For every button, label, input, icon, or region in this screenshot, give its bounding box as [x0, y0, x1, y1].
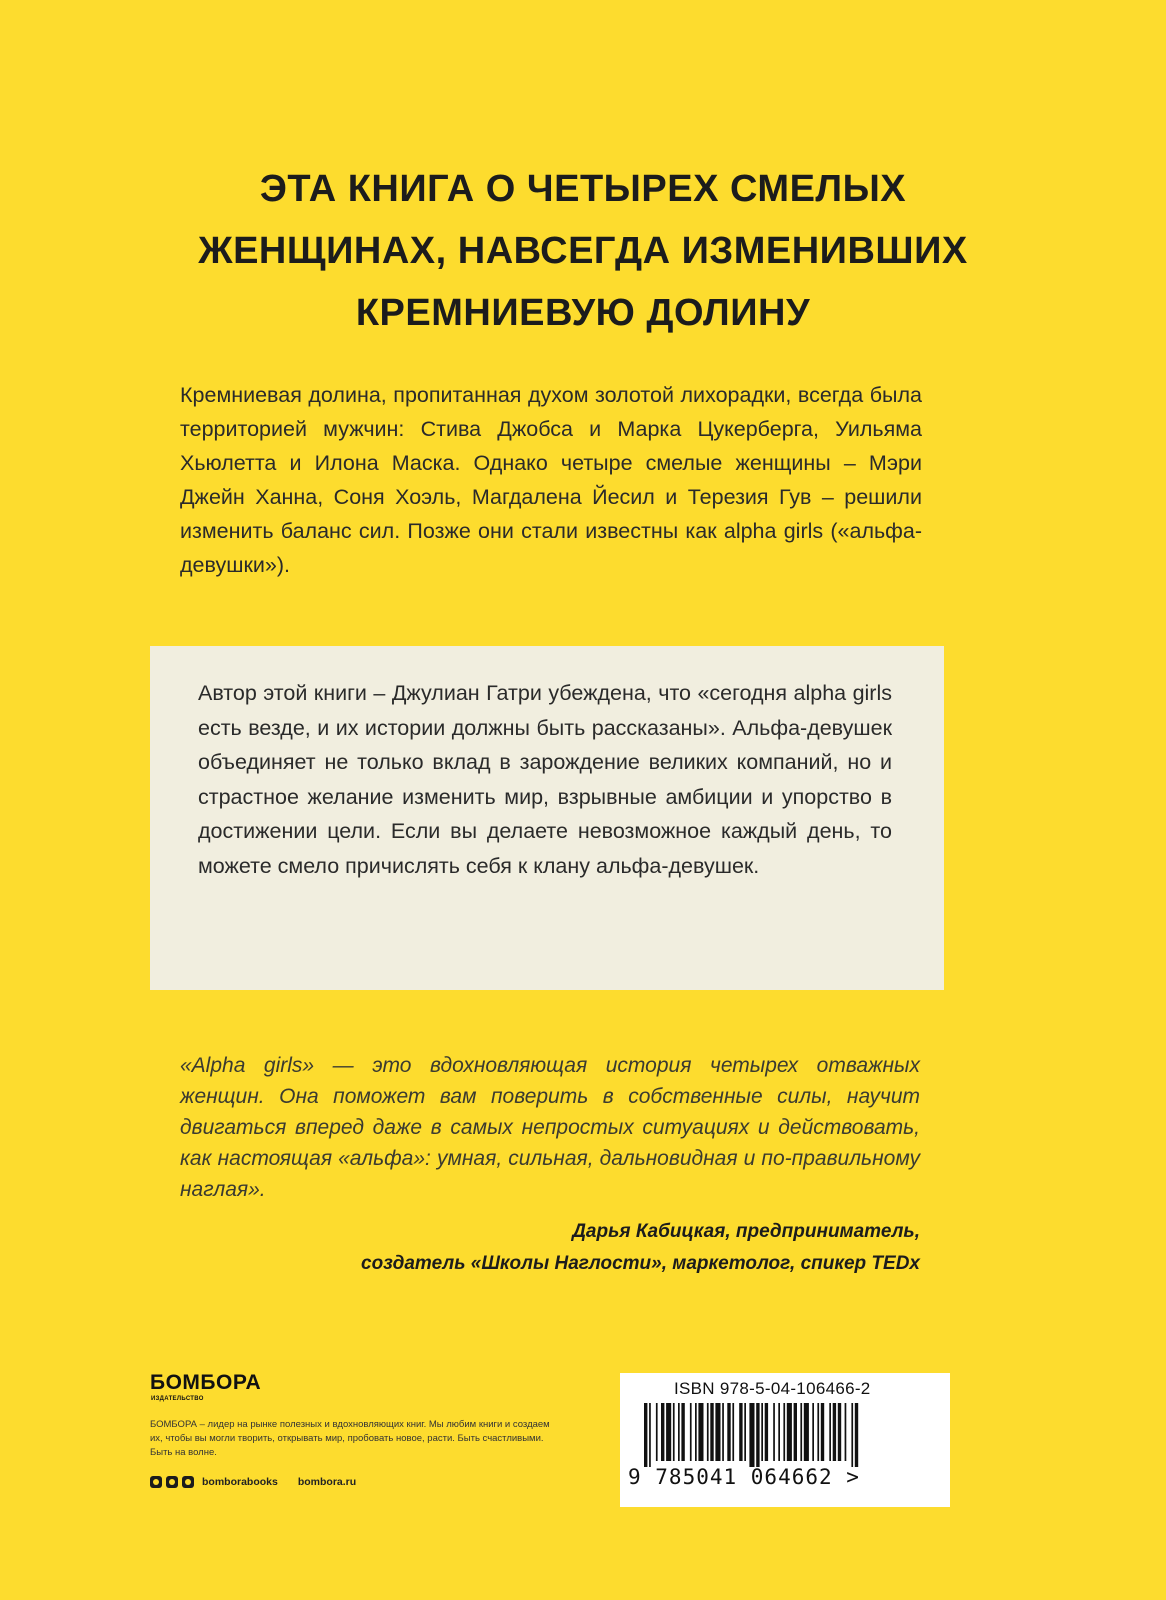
- barcode-bar: [821, 1403, 824, 1461]
- barcode-bar: [744, 1403, 746, 1461]
- website-link: bombora.ru: [297, 1476, 357, 1488]
- barcode-bar: [644, 1403, 647, 1467]
- barcode-box: [620, 1373, 950, 1507]
- facebook-icon: [150, 1476, 162, 1488]
- headline-line: КРЕМНИЕВУЮ ДОЛИНУ: [355, 292, 811, 334]
- barcode-bar: [666, 1403, 671, 1461]
- headline: [90, 158, 1076, 344]
- barcode-bar: [698, 1403, 703, 1461]
- barcode-bar: [739, 1403, 742, 1461]
- barcode-bar: [787, 1403, 792, 1461]
- headline-line: ЭТА КНИГА О ЧЕТЫРЕХ СМЕЛЫХ: [259, 168, 907, 210]
- barcode-bar: [783, 1403, 785, 1461]
- barcode-bar: [749, 1403, 754, 1467]
- barcode-bar: [851, 1403, 853, 1467]
- quote-attribution: [180, 1216, 920, 1280]
- publisher-logo: БОМБОРА: [150, 1371, 262, 1394]
- social-links: [150, 1475, 356, 1489]
- barcode-bar: [722, 1403, 724, 1461]
- barcode-bar: [678, 1403, 680, 1461]
- barcode-bar: [838, 1403, 841, 1461]
- publisher-subtitle: ИЗДАТЕЛЬСТВО: [151, 1396, 204, 1402]
- social-handle: bomborabooks: [202, 1476, 278, 1488]
- barcode-bar: [727, 1403, 730, 1461]
- instagram-icon: [182, 1476, 194, 1488]
- barcode-bar: [855, 1403, 858, 1467]
- intro-paragraph: Кремниевая долина, пропитанная духом золотой лихорадки, всегда была территорией мужчин: Стива Джобса и Марка Цукерберга, Уильяма Хьюлетта и Илона Маска. Однако четыре смелые женщины – Мэри Джейн Ханна, Соня Хоэль, Магдалена Йесил и Терезия Гув – решили изменить баланс сил. Позже они стали известны как alpha girls («альфа-девушки»).: [180, 383, 922, 577]
- barcode-bar: [761, 1403, 763, 1461]
- review-quote: «Alpha girls» — это вдохновляющая история четырех отважных женщин. Она поможет вам поверить в собственные силы, научит двигаться вперед даже в самых непростых ситуациях и действовать, как настоящая «альфа»: умная, сильная, дальновидная и по-правильному наглая».: [180, 1054, 920, 1201]
- barcode-bar: [773, 1403, 775, 1461]
- barcode-digits: 9 785041 064662 >: [628, 1465, 860, 1489]
- barcode-bar: [812, 1403, 814, 1461]
- barcode-bar: [778, 1403, 780, 1461]
- barcode-bar: [690, 1403, 692, 1461]
- isbn-label: ISBN 978-5-04-106466-2: [674, 1379, 871, 1398]
- barcode-icon: [642, 1403, 932, 1467]
- barcode-bar: [649, 1403, 651, 1467]
- publisher-description: БОМБОРА – лидер на рынке полезных и вдохновляющих книг. Мы любим книги и создаем их, чтобы вы могли творить, открывать мир, пробовать новое, расти. Быть счастливыми. Быть на волне.: [150, 1419, 550, 1458]
- barcode-bar: [661, 1403, 664, 1461]
- barcode-bar: [732, 1403, 734, 1461]
- barcode-bar: [710, 1403, 713, 1461]
- attribution-line: создатель «Школы Наглости», маркетолог, спикер TEDx: [361, 1253, 920, 1274]
- barcode-bar: [817, 1403, 819, 1461]
- barcode-bar: [681, 1403, 684, 1461]
- vk-icon: [166, 1476, 178, 1488]
- barcode-bar: [715, 1403, 720, 1461]
- barcode-bar: [765, 1403, 768, 1461]
- barcode-bar: [804, 1403, 809, 1461]
- attribution-line: Дарья Кабицкая, предприниматель,: [572, 1221, 920, 1242]
- barcode-bar: [656, 1403, 658, 1461]
- barcode-bar: [800, 1403, 802, 1461]
- barcode-bar: [756, 1403, 759, 1467]
- author-panel-text: Автор этой книги – Джулиан Гатри убеждена, что «сегодня alpha girls есть везде, и их истории должны быть рассказаны». Альфа-девушек объединяет не только вклад в зарождение великих компаний, но и страстное желание изменить мир, взрывные амбиции и упорство в достижении цели. Если вы делаете невозможное каждый день, то можете смело причислять себя к клану альфа-девушек.: [198, 681, 892, 878]
- author-panel: [150, 646, 944, 990]
- barcode-bar: [794, 1403, 797, 1461]
- barcode-bar: [845, 1403, 847, 1461]
- headline-line: ЖЕНЩИНАХ, НАВСЕГДА ИЗМЕНИВШИХ: [198, 230, 968, 272]
- barcode-bar: [833, 1403, 836, 1461]
- barcode-bar: [673, 1403, 675, 1461]
- barcode-bar: [829, 1403, 831, 1461]
- barcode-bar: [695, 1403, 697, 1461]
- barcode-bar: [707, 1403, 709, 1461]
